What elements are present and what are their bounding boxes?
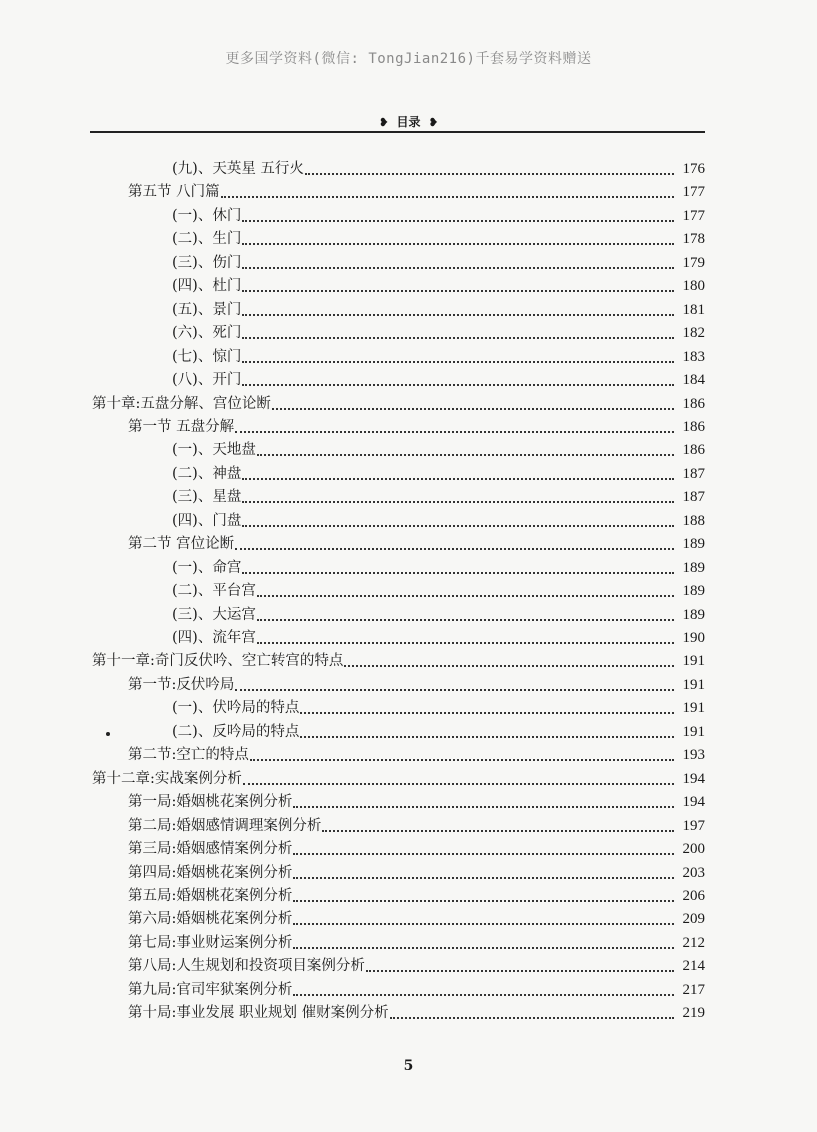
toc-entry-title: (二)、神盘 — [172, 465, 242, 482]
toc-entry-page: 176 — [682, 161, 705, 177]
toc-entry-title: (二)、平台宫 — [172, 583, 256, 600]
toc-entry-title: 第十二章:实战案例分析 — [92, 770, 242, 787]
toc-entry-page: 190 — [682, 630, 705, 646]
toc-entry-page: 189 — [682, 606, 705, 623]
toc-entry — [172, 604, 705, 626]
toc-entry-title: (一)、伏吟局的特点 — [172, 700, 300, 717]
toc-entry-page: 184 — [682, 372, 705, 389]
toc-entry-page: 187 — [682, 489, 705, 506]
toc-entry — [172, 557, 705, 579]
toc-entry-page: 179 — [682, 254, 705, 271]
toc-entry-page: 191 — [682, 723, 705, 740]
toc-entry-title: (三)、伤门 — [172, 254, 242, 271]
toc-entry-title: 第四局:婚姻桃花案例分析 — [128, 864, 293, 881]
toc-header — [0, 113, 817, 130]
toc-entry-title: (五)、景门 — [172, 301, 242, 318]
toc-entry — [92, 393, 705, 415]
dot-leader — [235, 548, 674, 550]
toc-entry — [128, 1002, 705, 1024]
toc-entry-page: 191 — [682, 653, 705, 670]
toc-entry — [172, 580, 705, 602]
dot-leader — [235, 431, 674, 433]
dot-leader — [242, 314, 674, 316]
toc-entry-title: (六)、死门 — [172, 325, 242, 342]
toc-entry-title: 第十一章:奇门反伏吟、空亡转宫的特点 — [92, 653, 344, 670]
toc-entry-title: 第一节 五盘分解 — [128, 418, 235, 435]
toc-entry — [128, 815, 705, 837]
dot-leader — [242, 572, 674, 574]
watermark-text: 更多国学资料(微信: TongJian216)千套易学资料赠送 — [225, 51, 592, 67]
toc-entry-page: 188 — [682, 512, 705, 529]
toc-entry — [172, 463, 705, 485]
dot-leader — [242, 361, 674, 363]
toc-entry-title: 第五局:婚姻桃花案例分析 — [128, 887, 293, 904]
dot-leader — [257, 454, 674, 456]
toc-entry-title: (四)、杜门 — [172, 278, 242, 295]
toc-entry-title: (三)、大运宫 — [172, 606, 256, 623]
dot-leader — [322, 830, 674, 832]
toc-entry — [172, 697, 705, 719]
toc-entry — [128, 908, 705, 930]
toc-entry-title: 第二节 宫位论断 — [128, 536, 235, 553]
toc-entry — [128, 674, 705, 696]
toc-entry — [128, 955, 705, 977]
toc-entry-page: 212 — [682, 934, 705, 951]
dot-leader — [293, 806, 674, 808]
dot-leader — [242, 337, 674, 339]
toc-entry-page: 177 — [682, 184, 705, 201]
toc-entry-page: 206 — [682, 887, 705, 904]
dot-leader — [221, 196, 674, 198]
toc-entry — [128, 862, 705, 884]
dot-leader — [250, 759, 674, 761]
toc-entry-title: (八)、开门 — [172, 372, 242, 389]
toc-entry-title: (七)、惊门 — [172, 348, 242, 365]
toc-entry-page: 186 — [682, 442, 705, 459]
ornament-icon: ❥ — [379, 116, 389, 129]
toc-entry-page: 194 — [682, 770, 705, 787]
toc-entry-page: 178 — [682, 231, 705, 248]
toc-entry-page: 203 — [682, 864, 705, 881]
toc-entry-title: 第一局:婚姻桃花案例分析 — [128, 794, 293, 811]
dot-leader — [305, 173, 674, 175]
toc-header-title: 目录 — [396, 115, 421, 129]
toc-entry-page: 177 — [682, 207, 705, 224]
toc-entry-title: (四)、流年宫 — [172, 630, 256, 646]
dot-leader — [257, 642, 674, 644]
dot-leader — [242, 220, 674, 222]
toc-entry-page: 191 — [682, 700, 705, 717]
toc-entry-title: 第七局:事业财运案例分析 — [128, 934, 293, 951]
toc-entry-page: 194 — [682, 794, 705, 811]
dot-leader — [293, 923, 674, 925]
toc-entry-title: (一)、休门 — [172, 207, 242, 224]
header-rule — [90, 131, 705, 133]
toc-entry — [128, 744, 705, 766]
toc-entry-title: 第二节:空亡的特点 — [128, 747, 249, 764]
dot-leader — [243, 783, 674, 785]
toc-entry — [172, 346, 705, 368]
toc-entry-title: 第九局:官司牢狱案例分析 — [128, 981, 293, 998]
toc-entry-title: 第十章:五盘分解、宫位论断 — [92, 395, 271, 412]
dot-leader — [257, 595, 674, 597]
toc-entry — [128, 791, 705, 813]
toc-entry — [172, 369, 705, 391]
toc-entry-title: 第一节:反伏吟局 — [128, 676, 235, 693]
toc-entry-title: 第十局:事业发展 职业规划 催财案例分析 — [128, 1005, 389, 1022]
toc-entry — [92, 650, 705, 672]
dot-leader — [242, 501, 674, 503]
toc-entry-title: 第三局:婚姻感情案例分析 — [128, 841, 293, 858]
toc-entry-page: 191 — [682, 676, 705, 693]
scan-speck — [106, 732, 110, 736]
toc-entry — [172, 439, 705, 461]
toc-entry-page: 200 — [682, 841, 705, 858]
toc-entry-page: 182 — [682, 325, 705, 342]
toc-entry-title: (一)、命宫 — [172, 559, 242, 576]
toc-entry-page: 187 — [682, 465, 705, 482]
toc-entry — [172, 627, 705, 649]
toc-entry — [172, 486, 705, 508]
toc-entry-title: (二)、反吟局的特点 — [172, 723, 300, 740]
dot-leader — [300, 712, 674, 714]
dot-leader — [366, 970, 674, 972]
dot-leader — [300, 736, 674, 738]
dot-leader — [242, 290, 674, 292]
toc-entry-page: 214 — [682, 958, 705, 975]
dot-leader — [235, 689, 674, 691]
toc-entry-page: 180 — [682, 278, 705, 295]
dot-leader — [293, 947, 674, 949]
toc-entry-page: 189 — [682, 559, 705, 576]
dot-leader — [242, 384, 674, 386]
toc-entry-title: 第六局:婚姻桃花案例分析 — [128, 911, 293, 928]
toc-entry-page: 197 — [682, 817, 705, 834]
toc-entry-page: 183 — [682, 348, 705, 365]
toc-entry — [172, 721, 705, 743]
toc-entry-title: 第八局:人生规划和投资项目案例分析 — [128, 958, 365, 975]
dot-leader — [293, 994, 674, 996]
dot-leader — [344, 665, 674, 667]
ornament-icon: ❥ — [428, 116, 438, 129]
dot-leader — [293, 853, 674, 855]
toc-entry — [172, 510, 705, 532]
dot-leader — [242, 478, 674, 480]
toc-entry — [172, 322, 705, 344]
toc-entry-title: (三)、星盘 — [172, 489, 242, 506]
toc-entry-page: 189 — [682, 536, 705, 553]
toc-entry — [172, 158, 705, 180]
toc-entry — [128, 838, 705, 860]
toc-entry-page: 181 — [682, 301, 705, 318]
toc-entry-page: 193 — [682, 747, 705, 764]
dot-leader — [272, 408, 674, 410]
toc-entry — [92, 768, 705, 790]
toc-entry — [172, 205, 705, 227]
toc-entry — [128, 181, 705, 203]
toc-entry-page: 186 — [682, 395, 705, 412]
dot-leader — [242, 243, 674, 245]
dot-leader — [293, 877, 674, 879]
toc-entry-title: (四)、门盘 — [172, 512, 242, 529]
toc-entry — [128, 885, 705, 907]
toc-entry-title: 第二局:婚姻感情调理案例分析 — [128, 817, 322, 834]
page-number: 5 — [403, 1058, 414, 1074]
toc-entry-page: 209 — [682, 911, 705, 928]
toc-entry — [172, 252, 705, 274]
toc-entry — [172, 228, 705, 250]
toc-entry-title: (二)、生门 — [172, 231, 242, 248]
toc-entry — [172, 275, 705, 297]
toc-entry-page: 189 — [682, 583, 705, 600]
toc-entry-title: 第五节 八门篇 — [128, 184, 220, 201]
dot-leader — [390, 1017, 674, 1019]
toc-entry-title: (九)、天英星 五行火 — [172, 161, 304, 177]
toc-entry-page: 219 — [682, 1005, 705, 1022]
toc-entry — [128, 979, 705, 1001]
toc-entry-page: 217 — [682, 981, 705, 998]
dot-leader — [242, 267, 674, 269]
toc-entry — [128, 932, 705, 954]
toc-entry-title: (一)、天地盘 — [172, 442, 256, 459]
dot-leader — [293, 900, 674, 902]
dot-leader — [242, 525, 674, 527]
toc-entry — [172, 299, 705, 321]
toc-entry — [128, 416, 705, 438]
dot-leader — [257, 619, 674, 621]
toc-entry-page: 186 — [682, 418, 705, 435]
toc-entry — [128, 533, 705, 555]
